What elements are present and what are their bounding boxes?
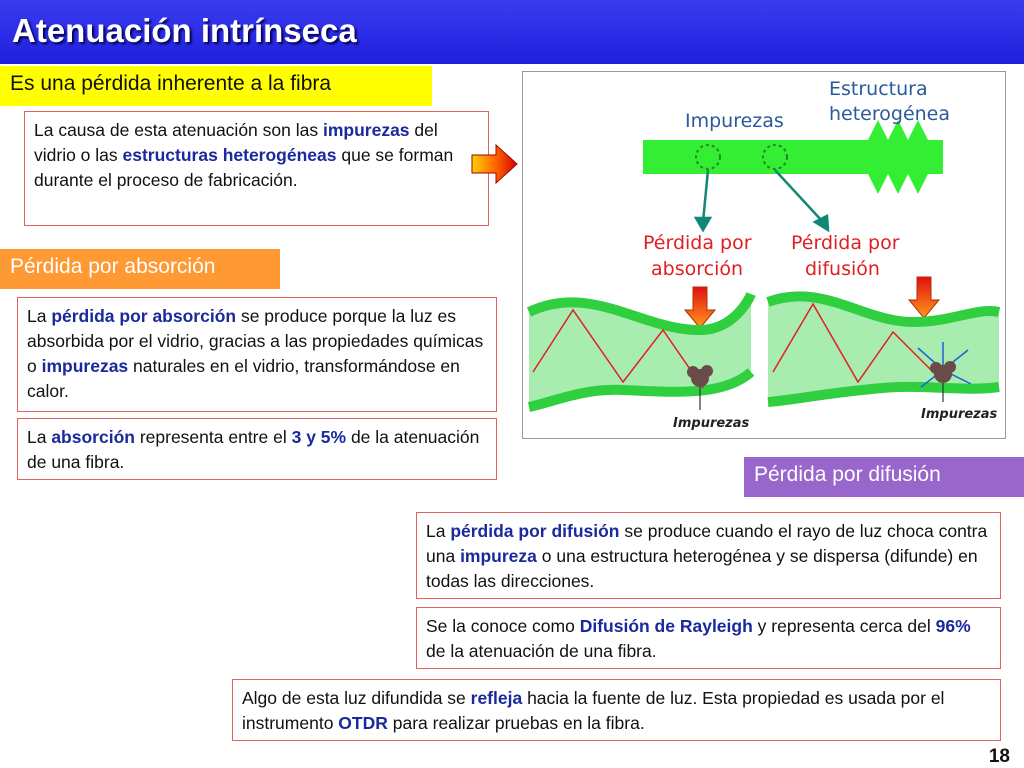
emphasis-text: impureza [460,546,537,566]
body-text: se produce porque la luz es absorbida por el vidrio, gracias a las propiedades químicas o [27,306,484,376]
scattering-loss-label: Pérdida por difusión [744,457,1024,497]
body-text: y representa cerca del [752,616,936,636]
body-text: representa entre el [134,427,292,447]
structure-label-line1: Estructura [829,78,928,100]
body-text: La [426,521,451,541]
emphasis-text: pérdida por difusión [450,521,620,541]
body-text: Se la conoce como [426,616,580,636]
emphasis-text: Difusión de Rayleigh [579,616,753,636]
scattering-loss-title-line2: difusión [805,258,880,280]
page-number: 18 [988,746,1010,767]
down-arrow-icon [909,277,939,318]
emphasis-text: refleja [470,688,523,708]
body-text: Algo de esta luz difundida se [242,688,471,708]
emphasis-text: 96% [935,616,971,636]
absorption-fiber-graphic [529,294,751,410]
scattering-description-box [416,512,1001,599]
absorption-loss-title-line1: Pérdida por [643,232,752,254]
right-impurities-caption: Impurezas [921,407,998,422]
inherent-loss-label: Es una pérdida inherente a la fibra [0,66,432,106]
emphasis-text: OTDR [338,713,388,733]
pointer-arrows [696,170,828,230]
absorption-loss-label: Pérdida por absorción [0,249,280,289]
emphasis-text: pérdida por absorción [51,306,237,326]
emphasis-text: absorción [51,427,135,447]
scattering-loss-title-line1: Pérdida por [791,232,900,254]
absorption-percentage-box [17,418,497,480]
absorption-loss-title-line2: absorción [651,258,744,280]
otdr-box [232,679,1001,741]
body-text: La causa de esta atenuación son las [34,120,323,140]
body-text: que se forman durante el proceso de fabricación. [34,145,454,190]
body-text: de la atenuación de una fibra. [27,427,480,472]
rayleigh-box [416,607,1001,669]
body-text: de la atenuación de una fibra. [426,641,657,661]
structure-label-line2: heterogénea [829,103,951,125]
body-text: naturales en el vidrio, transformándose en calor. [27,356,460,401]
title-bar [0,0,1024,64]
absorption-description-box [17,297,497,412]
body-text: hacia la fuente de luz. Esta propiedad es usada por el instrumento [242,688,945,733]
body-text: o una estructura heterogénea y se dispersa (difunde) en todas las direcciones. [426,546,978,591]
attenuation-diagram [522,71,1006,439]
body-text: para realizar pruebas en la fibra. [387,713,645,733]
emphasis-text: 3 y 5% [291,427,347,447]
emphasis-text: impurezas [322,120,410,140]
emphasis-text: impurezas [41,356,129,376]
body-text: La [27,427,52,447]
left-impurities-caption: Impurezas [673,416,750,431]
right-arrow-icon [470,143,520,185]
emphasis-text: estructuras heterogéneas [122,145,337,165]
impurities-label: Impurezas [685,110,784,132]
body-text: del vidrio o las [34,120,438,165]
slide-title: Atenuación intrínseca [12,12,357,49]
down-arrow-icon [685,287,715,328]
scattering-fiber-graphic [768,296,999,402]
cause-text-box [24,111,489,226]
body-text: se produce cuando el rayo de luz choca contra una [426,521,988,566]
body-text: La [27,306,52,326]
